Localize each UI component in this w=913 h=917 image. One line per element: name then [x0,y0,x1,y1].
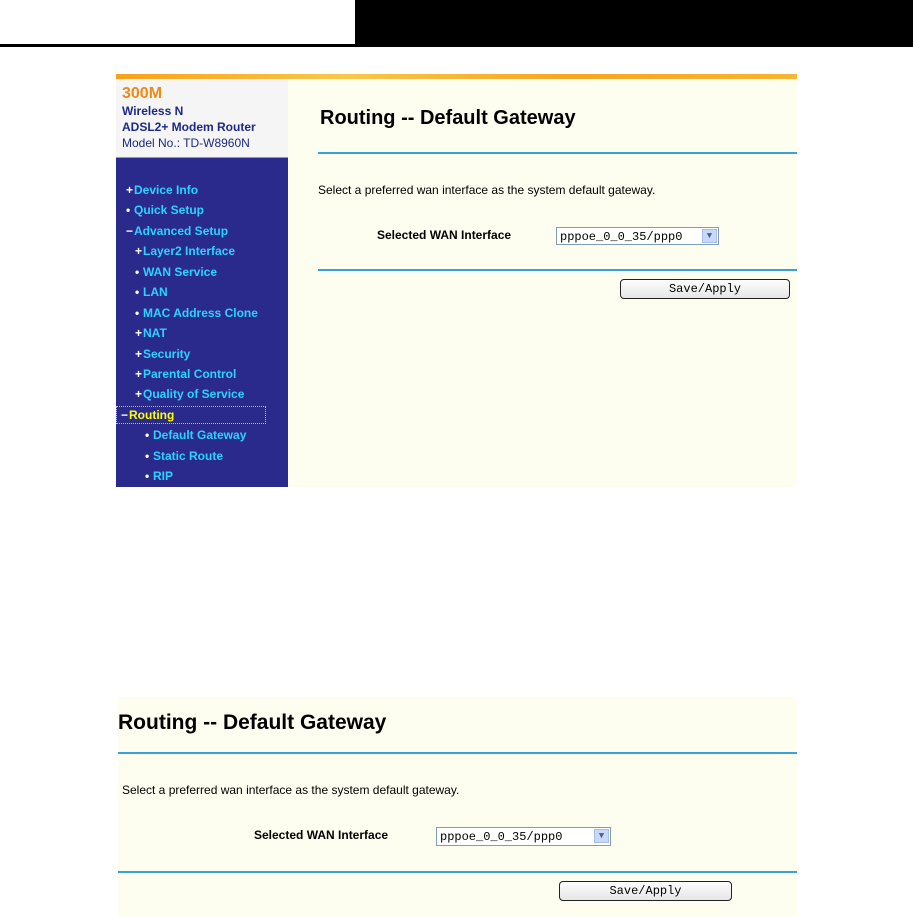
expand-icon: + [135,326,143,340]
sidebar-item-mac-address-clone[interactable] [135,305,258,321]
brand-logo [116,79,288,158]
sidebar-item-rip[interactable] [145,468,173,484]
wan-interface-select[interactable] [556,227,719,245]
bullet-icon: • [126,203,131,217]
sidebar-item-nat[interactable] [135,325,167,341]
chevron-down-icon[interactable]: ▼ [594,829,609,843]
sidebar [116,79,288,487]
brand-model: Model No.: TD-W8960N [122,136,250,150]
divider [118,752,797,754]
expand-icon: + [135,387,143,401]
router-ui-screenshot [116,74,797,487]
collapse-icon: − [126,224,134,238]
page-title: Routing -- Default Gateway [320,107,576,129]
divider [118,871,797,873]
wan-interface-label: Selected WAN Interface [377,228,512,242]
expand-icon: + [135,244,143,258]
sidebar-item-label: Quick Setup [134,203,205,217]
divider [318,269,797,271]
sidebar-item-quick-setup[interactable] [126,202,204,218]
sidebar-item-label: NAT [143,326,167,340]
bullet-icon: • [145,449,150,463]
sidebar-item-label: Layer2 Interface [143,244,236,258]
brand-size: 300M [122,85,163,102]
wan-interface-value: pppoe_0_0_35/ppp0 [560,230,683,244]
sidebar-item-label: Advanced Setup [134,224,229,238]
sidebar-item-device-info[interactable] [126,182,198,198]
brand-line-1: Wireless N [122,104,184,118]
divider [318,152,797,154]
expand-icon: + [126,183,134,197]
wan-interface-label: Selected WAN Interface [254,828,389,842]
sidebar-item-quality-of-service[interactable] [135,386,244,402]
sidebar-item-label: Parental Control [143,367,237,381]
wan-interface-value: pppoe_0_0_35/ppp0 [440,830,563,844]
header-black-bar [355,0,913,44]
brand-line-2: ADSL2+ Modem Router [122,120,256,134]
sidebar-item-label: MAC Address Clone [143,306,258,320]
sidebar-item-label: Default Gateway [153,428,247,442]
page-title: Routing -- Default Gateway [118,711,387,735]
main-content [289,79,797,487]
save-apply-button[interactable]: Save/Apply [559,881,732,901]
sidebar-item-wan-service[interactable] [135,264,217,280]
sidebar-item-routing[interactable] [116,406,266,424]
sidebar-item-label: Static Route [153,449,224,463]
sidebar-item-advanced-setup[interactable] [126,223,228,239]
collapse-icon: − [121,408,129,422]
sidebar-item-label: Routing [129,408,175,422]
sidebar-item-label: LAN [143,285,168,299]
sidebar-item-label: RIP [153,469,174,483]
bullet-icon: • [135,265,140,279]
default-gateway-panel-zoom [118,697,797,917]
sidebar-item-label: WAN Service [143,265,218,279]
bullet-icon: • [145,469,150,483]
sidebar-item-label: Security [143,347,191,361]
description: Select a preferred wan interface as the system default gateway. [318,183,656,197]
header-rule [0,44,913,47]
bullet-icon: • [135,306,140,320]
sidebar-item-lan[interactable] [135,284,168,300]
sidebar-item-label: Device Info [134,183,199,197]
bullet-icon: • [145,428,150,442]
chevron-down-icon[interactable]: ▼ [702,229,717,243]
sidebar-item-label: Quality of Service [143,387,245,401]
sidebar-item-default-gateway[interactable] [145,427,246,443]
bullet-icon: • [135,285,140,299]
wan-interface-select[interactable] [436,827,611,846]
expand-icon: + [135,367,143,381]
sidebar-item-static-route[interactable] [145,448,223,464]
sidebar-item-security[interactable] [135,346,190,362]
save-apply-button[interactable]: Save/Apply [620,279,790,299]
sidebar-item-parental-control[interactable] [135,366,236,382]
expand-icon: + [135,347,143,361]
description: Select a preferred wan interface as the system default gateway. [122,783,460,797]
sidebar-item-layer2-interface[interactable] [135,243,235,259]
